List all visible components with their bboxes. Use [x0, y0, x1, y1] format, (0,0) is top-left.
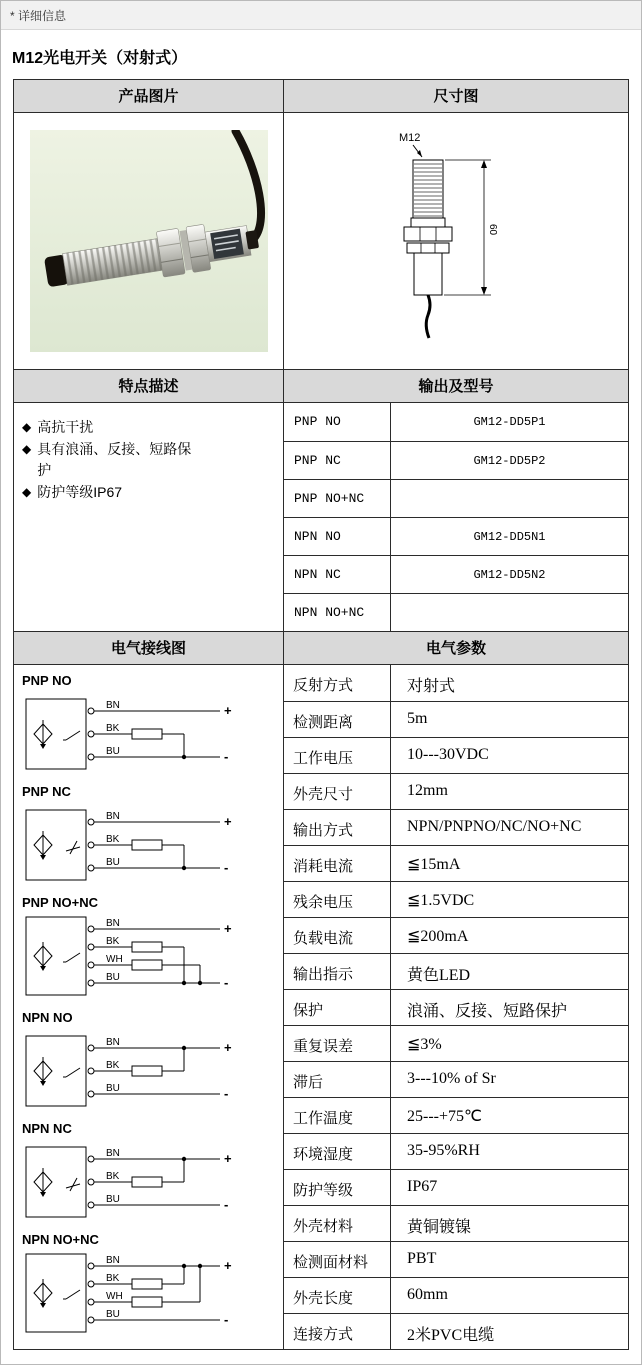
- param-row: [284, 809, 628, 845]
- header-row-3: [14, 632, 628, 665]
- param-name: 环境湿度: [284, 1134, 391, 1169]
- header-row-1: [14, 80, 628, 113]
- param-row: [284, 989, 628, 1025]
- page-title: M12光电开关（对射式）: [12, 50, 188, 67]
- param-row: [284, 1133, 628, 1169]
- param-name: 滞后: [284, 1062, 391, 1097]
- details-header: * 详细信息: [1, 1, 641, 30]
- param-row: [284, 845, 628, 881]
- svg-text:WH: WH: [106, 1291, 123, 1302]
- svg-text:BN: BN: [106, 1255, 120, 1266]
- param-name: 工作电压: [284, 738, 391, 773]
- param-name: 外壳材料: [284, 1206, 391, 1241]
- param-row: [284, 665, 628, 701]
- param-value: 黄色LED: [407, 967, 471, 984]
- param-row: [284, 1025, 628, 1061]
- svg-text:-: -: [224, 1197, 229, 1212]
- param-row: [284, 1313, 628, 1349]
- diamond-bullet-icon: ◆: [22, 442, 32, 457]
- dim-cable: [426, 295, 430, 338]
- wiring-diagram: [22, 895, 283, 1004]
- param-row: [284, 1205, 628, 1241]
- svg-text:BN: BN: [106, 700, 120, 711]
- product-photo-cell: [14, 113, 284, 369]
- svg-text:+: +: [224, 921, 232, 936]
- param-value: 12mm: [407, 782, 448, 799]
- svg-text:+: +: [224, 814, 232, 829]
- wiring-diagram: [22, 1232, 283, 1341]
- param-value: 25---+75℃: [407, 1108, 482, 1125]
- output-type: PNP NO+NC: [284, 480, 391, 517]
- param-row: [284, 1169, 628, 1205]
- output-type: NPN NO+NC: [284, 594, 391, 631]
- wiring-label: PNP NO: [22, 673, 72, 688]
- svg-text:BU: BU: [106, 746, 120, 757]
- header-outputs: 输出及型号: [284, 370, 628, 402]
- svg-text:BK: BK: [106, 834, 120, 845]
- output-row: [284, 517, 628, 555]
- param-value: 浪涌、反接、短路保护: [407, 1003, 568, 1020]
- dim-nut-1: [404, 227, 452, 241]
- param-value: 60mm: [407, 1286, 448, 1303]
- thread-label: M12: [399, 132, 421, 144]
- wiring-schematic: [22, 1026, 283, 1115]
- dimension-cell: [284, 113, 628, 369]
- params-cell: [284, 665, 628, 1349]
- svg-text:WH: WH: [106, 954, 123, 965]
- output-model: GM12-DD5P2: [473, 454, 546, 468]
- param-name: 工作温度: [284, 1098, 391, 1133]
- dim-nut-2: [407, 243, 449, 253]
- param-name: 连接方式: [284, 1314, 391, 1349]
- output-type: NPN NO: [284, 518, 391, 555]
- param-value: NPN/PNPNO/NC/NO+NC: [407, 818, 582, 835]
- wiring-diagram: [22, 1010, 283, 1115]
- wiring-schematic: [22, 911, 283, 1004]
- svg-text:BN: BN: [106, 811, 120, 822]
- sensor-cable: [235, 130, 266, 240]
- output-row: [284, 555, 628, 593]
- output-type: PNP NC: [284, 442, 391, 479]
- svg-text:+: +: [224, 703, 232, 718]
- param-name: 负载电流: [284, 918, 391, 953]
- svg-text:-: -: [224, 1086, 229, 1101]
- sensor-label-band: [210, 229, 244, 259]
- param-value: 10---30VDC: [407, 746, 489, 763]
- wiring-diagram: [22, 1121, 283, 1226]
- header-wiring: 电气接线图: [14, 632, 284, 664]
- param-row: [284, 701, 628, 737]
- param-row: [284, 881, 628, 917]
- param-name: 输出指示: [284, 954, 391, 989]
- wiring-label: NPN NO: [22, 1010, 73, 1025]
- image-row: [14, 113, 628, 370]
- header-params: 电气参数: [284, 632, 628, 664]
- features-outputs-row: [14, 403, 628, 632]
- svg-text:BU: BU: [106, 972, 120, 983]
- param-name: 消耗电流: [284, 846, 391, 881]
- wiring-cell: [14, 665, 284, 1349]
- svg-text:BN: BN: [106, 918, 120, 929]
- param-value: 对射式: [407, 678, 456, 695]
- output-row: [284, 593, 628, 631]
- features-list: [22, 417, 200, 502]
- output-type: PNP NO: [284, 403, 391, 441]
- svg-text:BN: BN: [106, 1148, 120, 1159]
- length-label: 60: [487, 224, 498, 236]
- output-model: [391, 480, 628, 517]
- feature-text: 高抗干扰: [37, 419, 94, 435]
- param-value: 5m: [407, 710, 428, 727]
- sensor-photo-illustration: [30, 130, 268, 352]
- param-row: [284, 1097, 628, 1133]
- header-product-image: 产品图片: [14, 80, 284, 112]
- param-value: ≦3%: [407, 1036, 442, 1053]
- diamond-bullet-icon: ◆: [22, 484, 32, 499]
- output-type: NPN NC: [284, 556, 391, 593]
- param-name: 检测距离: [284, 702, 391, 737]
- outputs-table: [284, 403, 628, 631]
- param-value: 3---10% of Sr: [407, 1070, 496, 1087]
- svg-text:BU: BU: [106, 1083, 120, 1094]
- param-row: [284, 773, 628, 809]
- feature-item: [22, 482, 200, 502]
- param-name: 重复误差: [284, 1026, 391, 1061]
- diamond-bullet-icon: ◆: [22, 420, 32, 434]
- param-row: [284, 917, 628, 953]
- param-value: PBT: [407, 1250, 437, 1267]
- svg-text:-: -: [224, 860, 229, 875]
- param-name: 输出方式: [284, 810, 391, 845]
- output-row: [284, 479, 628, 517]
- wiring-schematic: [22, 689, 283, 778]
- param-name: 检测面材料: [284, 1242, 391, 1277]
- svg-text:BK: BK: [106, 723, 120, 734]
- wiring-diagram: [22, 784, 283, 889]
- feature-item: [22, 439, 200, 480]
- wiring-label: PNP NC: [22, 784, 71, 799]
- wiring-schematic: [22, 1248, 283, 1341]
- wiring-diagram: [22, 673, 283, 778]
- param-name: 外壳尺寸: [284, 774, 391, 809]
- param-row: [284, 953, 628, 989]
- param-value: IP67: [407, 1178, 438, 1195]
- svg-text:BK: BK: [106, 1273, 120, 1284]
- output-model: [391, 594, 628, 631]
- param-name: 保护: [284, 990, 391, 1025]
- dim-body: [414, 253, 442, 295]
- param-value: ≦15mA: [407, 856, 461, 873]
- wiring-label: NPN NC: [22, 1121, 72, 1136]
- header-features: 特点描述: [14, 370, 284, 402]
- wiring-params-row: [14, 665, 628, 1349]
- svg-text:-: -: [224, 975, 229, 990]
- param-name: 残余电压: [284, 882, 391, 917]
- param-row: [284, 1241, 628, 1277]
- param-name: 外壳长度: [284, 1278, 391, 1313]
- feature-text: 具有浪涌、反接、短路保护: [37, 441, 192, 478]
- param-row: [284, 1277, 628, 1313]
- svg-text:BU: BU: [106, 1309, 120, 1320]
- output-model: GM12-DD5P1: [473, 415, 546, 429]
- svg-text:BK: BK: [106, 1060, 120, 1071]
- svg-text:+: +: [224, 1258, 232, 1273]
- svg-text:+: +: [224, 1040, 232, 1055]
- header-dimension: 尺寸图: [284, 80, 628, 112]
- spec-table: [13, 79, 629, 1350]
- svg-text:BK: BK: [106, 936, 120, 947]
- params-table: [284, 665, 628, 1349]
- svg-text:BU: BU: [106, 1194, 120, 1205]
- svg-text:BN: BN: [106, 1037, 120, 1048]
- feature-text: 防护等级IP67: [37, 483, 123, 500]
- param-value: ≦1.5VDC: [407, 892, 475, 909]
- output-model: GM12-DD5N2: [473, 568, 546, 582]
- param-row: [284, 737, 628, 773]
- param-value: 2米PVC电缆: [407, 1327, 495, 1344]
- svg-text:-: -: [224, 749, 229, 764]
- param-value: ≦200mA: [407, 928, 469, 945]
- features-cell: [14, 403, 284, 631]
- dimension-drawing: [351, 126, 561, 356]
- wiring-schematic: [22, 800, 283, 889]
- param-value: 黄铜镀镍: [407, 1219, 472, 1236]
- param-value: 35-95%RH: [407, 1142, 480, 1159]
- output-row: [284, 403, 628, 441]
- svg-text:-: -: [224, 1312, 229, 1327]
- outputs-cell: [284, 403, 628, 631]
- wiring-schematic: [22, 1137, 283, 1226]
- param-name: 反射方式: [284, 665, 391, 701]
- svg-text:BK: BK: [106, 1171, 120, 1182]
- output-model: GM12-DD5N1: [473, 530, 546, 544]
- param-name: 防护等级: [284, 1170, 391, 1205]
- output-row: [284, 441, 628, 479]
- product-photo: [30, 130, 268, 352]
- wiring-label: NPN NO+NC: [22, 1232, 99, 1247]
- svg-text:+: +: [224, 1151, 232, 1166]
- wiring-list: [22, 673, 283, 1341]
- param-row: [284, 1061, 628, 1097]
- header-row-2: [14, 370, 628, 403]
- svg-text:BU: BU: [106, 857, 120, 868]
- feature-item: [22, 417, 200, 437]
- wiring-label: PNP NO+NC: [22, 895, 98, 910]
- dim-collar: [411, 218, 445, 227]
